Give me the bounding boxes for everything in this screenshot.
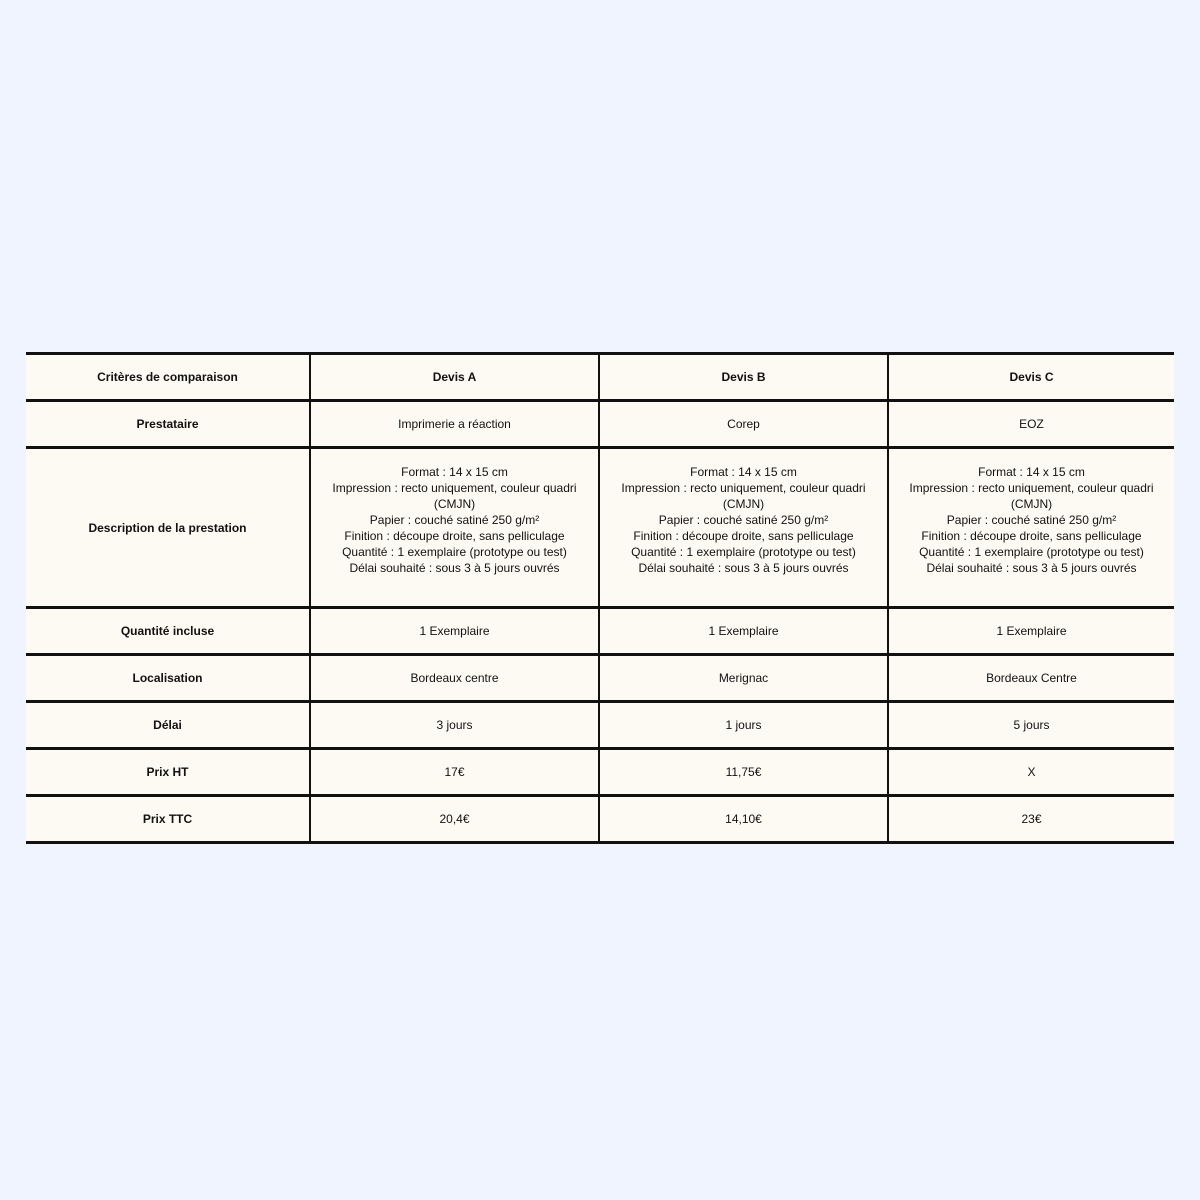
cell-devis-a: Bordeaux centre (310, 655, 599, 702)
cell-devis-c: 1 Exemplaire (888, 608, 1174, 655)
row-delai (26, 702, 1174, 749)
row-label: Localisation (26, 655, 310, 702)
cell-devis-a: 20,4€ (310, 796, 599, 843)
cell-devis-c: 5 jours (888, 702, 1174, 749)
description-line: Finition : découpe droite, sans pelliculage (921, 529, 1142, 543)
header-devis-c: Devis C (888, 354, 1174, 401)
cell-devis-b: 1 jours (599, 702, 888, 749)
header-devis-a: Devis A (310, 354, 599, 401)
description-line: Impression : recto uniquement, couleur quadri (CMJN) (621, 481, 866, 511)
description-devis-c (888, 448, 1174, 608)
row-localisation (26, 655, 1174, 702)
row-label: Prix TTC (26, 796, 310, 843)
description-line: Format : 14 x 15 cm (690, 465, 797, 479)
row-label: Description de la prestation (26, 448, 310, 608)
description-line: Quantité : 1 exemplaire (prototype ou test) (342, 545, 567, 559)
description-devis-b (599, 448, 888, 608)
description-line: Délai souhaité : sous 3 à 5 jours ouvrés (638, 561, 849, 575)
row-label: Prestataire (26, 401, 310, 448)
row-quantite-incluse (26, 608, 1174, 655)
header-devis-b: Devis B (599, 354, 888, 401)
cell-devis-b: 14,10€ (599, 796, 888, 843)
description-line: Délai souhaité : sous 3 à 5 jours ouvrés (926, 561, 1137, 575)
description-line: Finition : découpe droite, sans pelliculage (633, 529, 854, 543)
cell-devis-a: 3 jours (310, 702, 599, 749)
cell-devis-c: X (888, 749, 1174, 796)
description-line: Finition : découpe droite, sans pelliculage (344, 529, 565, 543)
description-line: Impression : recto uniquement, couleur quadri (CMJN) (909, 481, 1154, 511)
description-line: Quantité : 1 exemplaire (prototype ou test) (631, 545, 856, 559)
row-prix-ht (26, 749, 1174, 796)
cell-devis-b: 1 Exemplaire (599, 608, 888, 655)
row-label: Délai (26, 702, 310, 749)
cell-devis-a: 1 Exemplaire (310, 608, 599, 655)
header-criteria: Critères de comparaison (26, 354, 310, 401)
description-line: Quantité : 1 exemplaire (prototype ou test) (919, 545, 1144, 559)
cell-devis-c: 23€ (888, 796, 1174, 843)
header-row (26, 354, 1174, 401)
cell-devis-a: Imprimerie a réaction (310, 401, 599, 448)
cell-devis-a: 17€ (310, 749, 599, 796)
cell-devis-b: 11,75€ (599, 749, 888, 796)
description-line: Format : 14 x 15 cm (401, 465, 508, 479)
description-line: Délai souhaité : sous 3 à 5 jours ouvrés (349, 561, 560, 575)
description-line: Papier : couché satiné 250 g/m² (369, 513, 540, 527)
quote-comparison-table (26, 352, 1174, 844)
row-prix-ttc (26, 796, 1174, 843)
cell-devis-c: EOZ (888, 401, 1174, 448)
cell-devis-c: Bordeaux Centre (888, 655, 1174, 702)
row-prestataire (26, 401, 1174, 448)
cell-devis-b: Merignac (599, 655, 888, 702)
description-line: Papier : couché satiné 250 g/m² (946, 513, 1117, 527)
row-label: Quantité incluse (26, 608, 310, 655)
description-line: Format : 14 x 15 cm (978, 465, 1085, 479)
description-devis-a (310, 448, 599, 608)
comparison-table-wrapper (26, 352, 1174, 844)
description-line: Impression : recto uniquement, couleur quadri (CMJN) (332, 481, 577, 511)
row-description (26, 448, 1174, 608)
cell-devis-b: Corep (599, 401, 888, 448)
description-line: Papier : couché satiné 250 g/m² (658, 513, 829, 527)
row-label: Prix HT (26, 749, 310, 796)
